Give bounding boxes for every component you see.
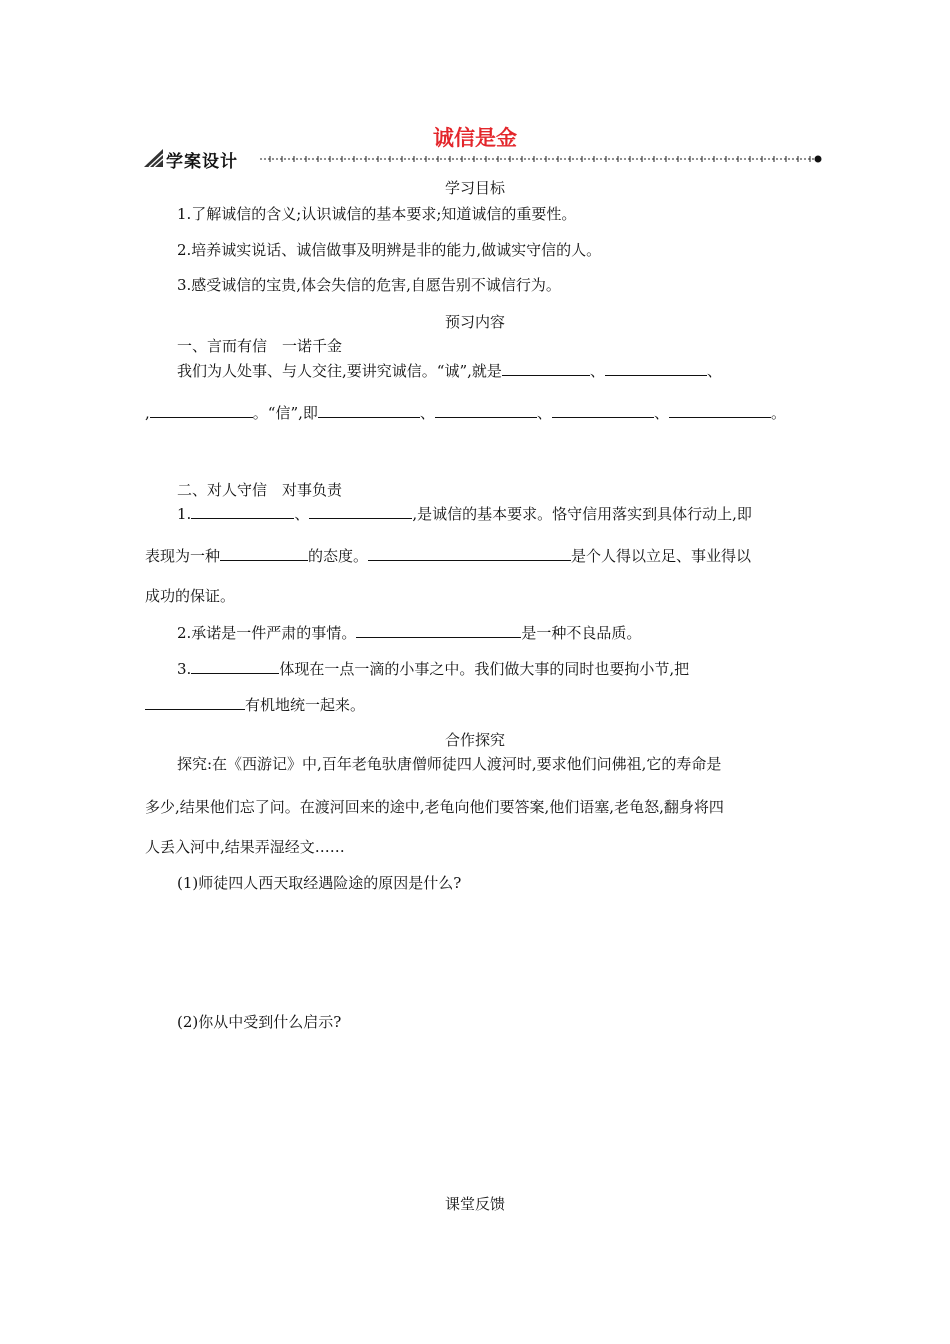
question-number: 3. [177,660,192,678]
answer-blank[interactable] [435,416,537,418]
separator: 、 [419,404,435,422]
part1-line-1 [177,360,722,381]
objective-2: 2.培养诚实说话、诚信做事及明辨是非的能力,做诚实守信的人。 [177,241,602,259]
separator: 、 [653,404,669,422]
question-text: 表现为一种 [145,547,221,565]
document-title: 诚信是金 [433,126,517,150]
part2-q1-line-2 [145,545,751,566]
inquiry-question-2: (2)你从中受到什么启示? [177,1013,342,1031]
answer-blank[interactable] [145,708,245,710]
preview-heading: 预习内容 [444,313,505,331]
inquiry-line-1: 探究:在《西游记》中,百年老龟驮唐僧师徒四人渡河时,要求他们问佛祖,它的寿命是 [177,755,722,773]
cooperate-heading: 合作探究 [444,731,505,749]
xin-text: “信”,即 [267,404,318,422]
inquiry-line-2: 多少,结果他们忘了问。在渡河回来的途中,老龟向他们要答案,他们语塞,老龟怒,翻身将四 [145,798,724,816]
part2-q2 [177,622,641,643]
dotted-rule [260,149,824,169]
answer-blank[interactable] [552,416,654,418]
answer-blank[interactable] [150,416,253,418]
section-header [143,146,823,172]
separator: 、 [536,404,552,422]
inquiry-question-1: (1)师徒四人西天取经遇险途的原因是什么? [177,874,462,892]
answer-blank[interactable] [368,559,571,561]
answer-blank[interactable] [669,416,771,418]
part2-q1-line-3: 成功的保证。 [145,587,236,605]
separator: 。 [770,404,786,422]
question-text: 有机地统一起来。 [245,696,366,714]
separator: 、 [706,362,722,380]
separator: , [145,404,150,422]
answer-blank[interactable] [605,374,707,376]
question-text: 是一种不良品质。 [521,624,642,642]
part1-text: 我们为人处事、与人交往,要讲究诚信。“诚”,就是 [177,362,502,380]
answer-blank[interactable] [309,517,412,519]
question-text: 2.承诺是一件严肃的事情。 [177,624,357,642]
objective-1: 1.了解诚信的含义;认识诚信的基本要求;知道诚信的重要性。 [177,205,577,223]
answer-blank[interactable] [220,559,308,561]
separator: 。 [252,404,268,422]
answer-blank[interactable] [191,517,294,519]
answer-blank[interactable] [502,374,590,376]
part2-q1-line-1 [177,503,752,524]
question-text: 体现在一点一滴的小事之中。我们做大事的同时也要拘小节,把 [279,660,690,678]
question-number: 1. [177,505,192,523]
answer-blank[interactable] [191,672,279,674]
answer-blank[interactable] [318,416,420,418]
part2-q3-line-2 [145,694,365,715]
feedback-heading: 课堂反馈 [444,1195,505,1213]
answer-blank[interactable] [356,636,521,638]
question-text: 的态度。 [308,547,369,565]
section-label: 学案设计 [166,152,238,172]
question-text: 是个人得以立足、事业得以 [571,547,752,565]
objectives-heading: 学习目标 [444,179,505,197]
separator: 、 [589,362,605,380]
part2-q3-line-1 [177,658,689,679]
part2-heading: 二、对人守信 对事负责 [177,481,343,499]
separator: 、 [294,505,310,523]
objective-3: 3.感受诚信的宝贵,体会失信的危害,自愿告别不诚信行为。 [177,276,561,294]
triangle-logo-icon [143,148,165,168]
part1-heading: 一、言而有信 一诺千金 [177,337,343,355]
question-text: ,是诚信的基本要求。恪守信用落实到具体行动上,即 [412,505,752,523]
part1-line-2 [145,402,786,423]
inquiry-line-3: 人丢入河中,结果弄湿经文…… [145,838,345,856]
